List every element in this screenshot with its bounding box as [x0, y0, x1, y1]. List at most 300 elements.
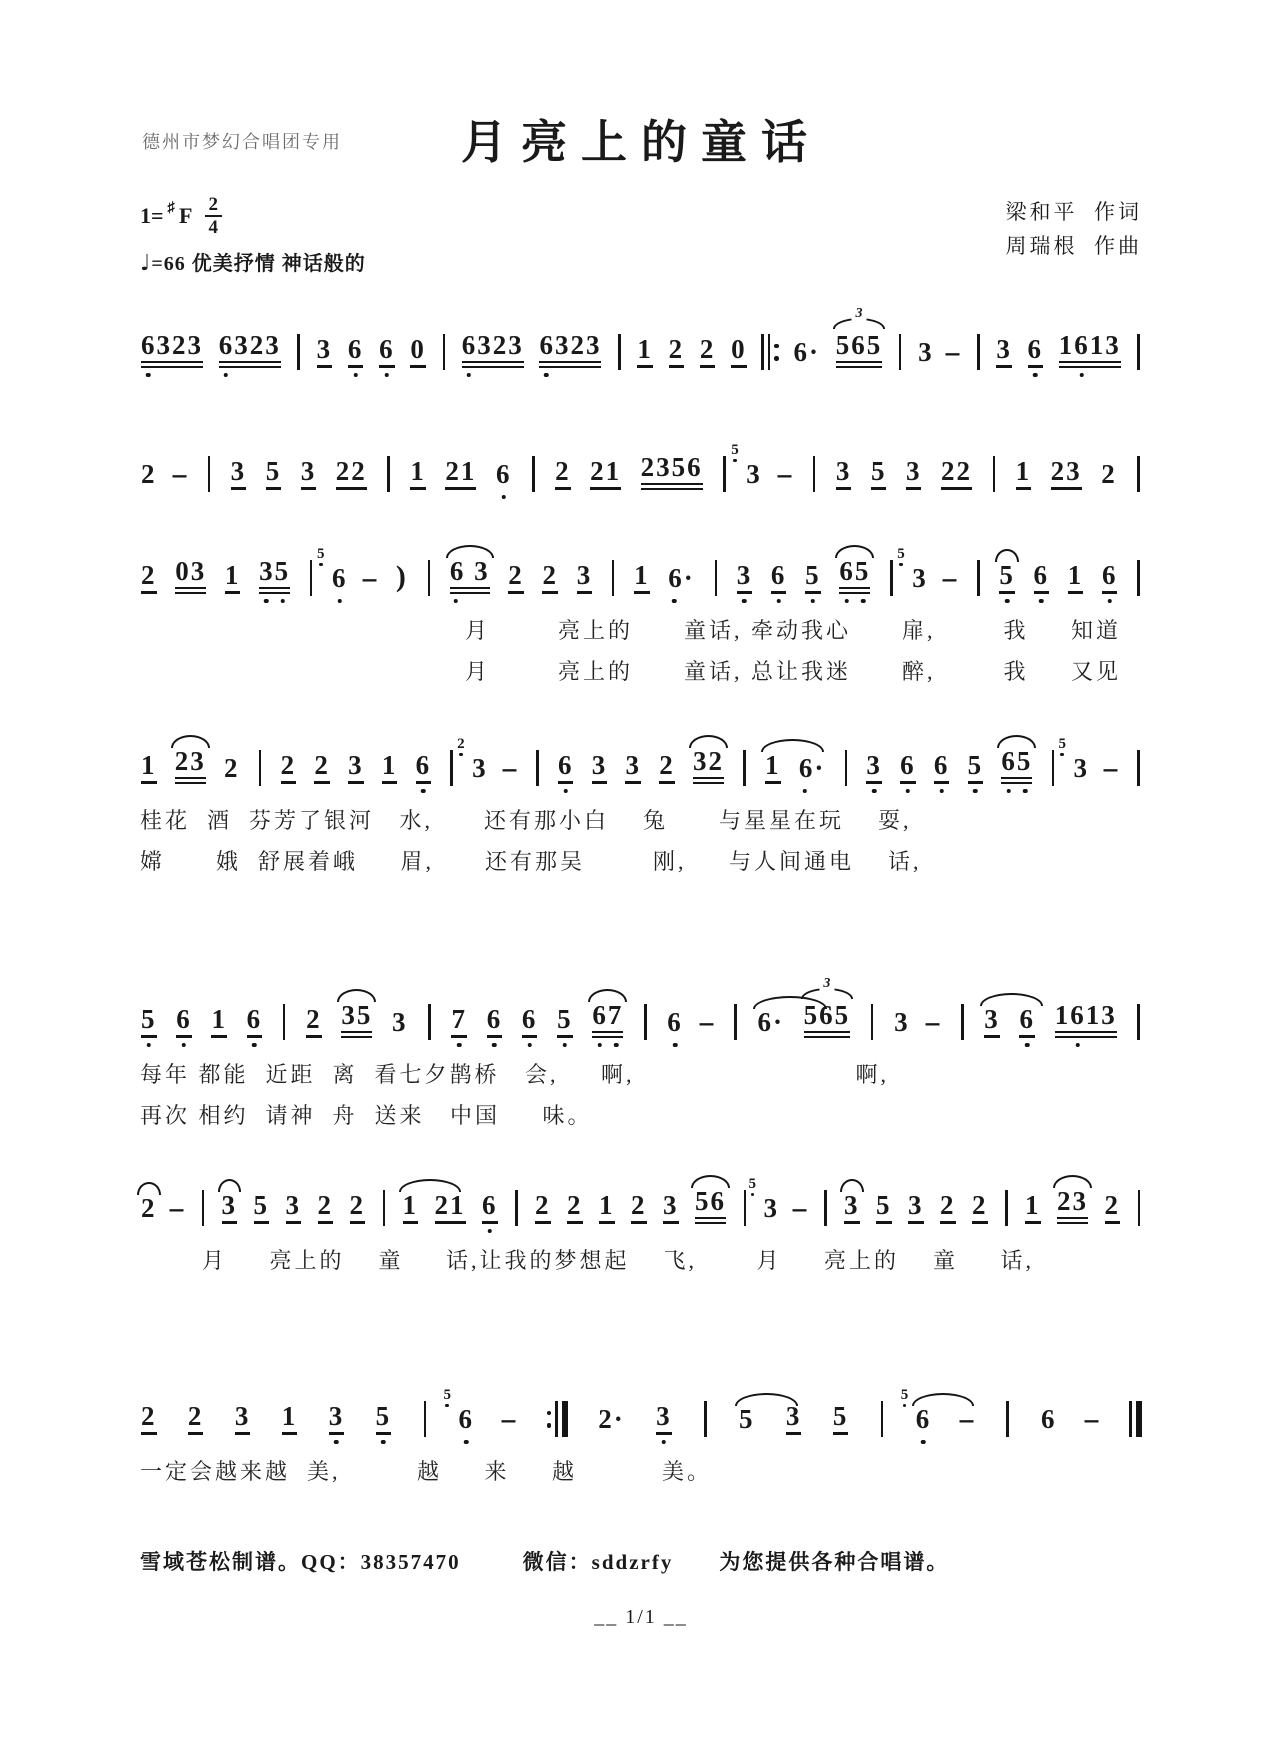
octave-dot: [486, 1042, 504, 1048]
note-text: 2: [972, 1192, 988, 1224]
note: [694, 1172, 727, 1236]
music-system: [140, 438, 1142, 502]
note: [667, 549, 696, 606]
note: [554, 442, 572, 502]
note: [495, 445, 513, 502]
octave-dot: [461, 372, 477, 378]
composer-credit: [1006, 229, 1143, 264]
note-text: 1613: [1059, 332, 1121, 368]
barline: [824, 1190, 827, 1226]
low-octave-dots: [915, 1439, 933, 1445]
quarter-note-icon: ♩: [140, 250, 152, 276]
key-letter: F: [179, 202, 193, 228]
grace-note: 5: [749, 1177, 757, 1197]
note: [933, 736, 951, 796]
note: [1040, 1390, 1058, 1447]
wechat-contact: 微信：sddzrfy: [522, 1549, 674, 1574]
note: [174, 732, 207, 796]
note-text: 6: [667, 1006, 683, 1037]
note: [591, 736, 609, 796]
octave-dot: [331, 598, 349, 604]
note: [668, 320, 686, 380]
octave-dot-empty: [477, 372, 493, 378]
dash-note: [500, 739, 523, 796]
dash-note: [170, 445, 193, 502]
credits-block: [1006, 195, 1143, 276]
note-text: 2: [318, 1192, 334, 1224]
note-text: 2: [306, 1006, 322, 1038]
barline: [1006, 1401, 1009, 1437]
low-octave-dots: [246, 1042, 264, 1048]
note: [566, 1176, 584, 1236]
note: [253, 1176, 271, 1236]
note: [218, 316, 282, 380]
sharp-icon: ♯: [167, 200, 176, 217]
note-text: 2: [350, 1192, 366, 1224]
note-text: 3: [918, 336, 934, 367]
note-text: 1: [382, 752, 398, 784]
note: [140, 736, 158, 796]
note-text: 1: [599, 1192, 615, 1224]
tempo-bpm: 66: [163, 252, 186, 275]
note: [391, 993, 409, 1050]
note: [736, 546, 754, 606]
slur-arc: [218, 1179, 242, 1192]
note-text: 3: [286, 1192, 302, 1224]
note-text: 2: [314, 752, 330, 784]
low-octave-dots: [486, 1042, 504, 1048]
final-barline: [1129, 1401, 1142, 1437]
note-text: 32: [693, 748, 724, 784]
meter-denominator: 4: [208, 216, 218, 238]
low-octave-dots: [347, 372, 365, 378]
low-octave-dots: [175, 1042, 193, 1048]
note: [636, 320, 654, 380]
octave-dot: [258, 598, 275, 604]
note: [1067, 546, 1085, 606]
barline: [532, 456, 535, 492]
slur-arc: [337, 989, 376, 1002]
note-text: 3: [866, 752, 882, 784]
note-text: 3: [577, 562, 593, 594]
octave-dot: [378, 372, 396, 378]
note-text: 3: [472, 752, 488, 783]
low-octave-dots: [667, 598, 696, 604]
octave-dot: [967, 788, 985, 794]
note: [443, 1386, 475, 1447]
note-text: 6: [1102, 562, 1118, 594]
note-text: 6: [558, 752, 574, 784]
octave-dot: [1070, 1042, 1086, 1048]
note: [140, 1179, 158, 1236]
note-text: -: [170, 458, 193, 489]
note: [764, 736, 782, 796]
barline: [1137, 334, 1140, 370]
low-octave-dots: [1033, 598, 1051, 604]
octave-dot: [459, 753, 463, 757]
dash-note: [923, 993, 946, 1050]
barline: [723, 456, 726, 492]
repeat-dots: [774, 344, 779, 361]
note: [967, 736, 985, 796]
footer: [140, 1546, 1142, 1576]
note: [280, 736, 298, 796]
music-system: [140, 305, 1142, 380]
slur-arc: [995, 549, 1019, 562]
note-text: 1: [141, 752, 157, 784]
note-text: 2: [700, 336, 716, 368]
note: [738, 1390, 756, 1447]
low-octave-dots: [457, 1439, 475, 1445]
note-text: 5: [999, 562, 1015, 594]
note-text: 1613: [1055, 1002, 1117, 1038]
note-text: 6·: [798, 752, 826, 783]
music-system: [140, 975, 1142, 1132]
low-octave-dots: [557, 788, 575, 794]
note: [630, 1176, 648, 1236]
barline: [612, 560, 615, 596]
note: [940, 442, 973, 502]
octave-dot: [246, 1042, 264, 1048]
note-text: 3: [908, 1192, 924, 1224]
note-text: 6·: [793, 336, 821, 367]
barline: [1052, 750, 1055, 786]
octave-dot-empty: [234, 372, 250, 378]
note-text: 3: [984, 1006, 1000, 1038]
note: [140, 546, 158, 606]
note-text: 6: [522, 1006, 538, 1038]
low-octave-dots: [481, 1228, 499, 1234]
note-text: 6: [332, 562, 348, 593]
note: [633, 546, 651, 606]
note-text: 2: [542, 562, 558, 594]
slur-arc: [835, 545, 874, 558]
triplet-mark: [833, 305, 886, 326]
music-system: [140, 542, 1142, 688]
note-text: 0: [410, 336, 426, 368]
notation-row: [140, 732, 1142, 796]
octave-dot: [1074, 372, 1090, 378]
octave-dot: [733, 459, 737, 463]
octave-dot: [140, 372, 156, 378]
slur-arc: [588, 989, 627, 1002]
octave-dot: [1060, 753, 1064, 757]
note-text: 2: [141, 1192, 157, 1223]
barline: [881, 1401, 884, 1437]
note-text: 2356: [641, 454, 703, 490]
note-text: 2: [224, 752, 240, 783]
note: [591, 986, 624, 1050]
note: [875, 1176, 893, 1236]
engraver-credit: 雪域苍松制谱。QQ：38357470: [140, 1549, 461, 1574]
barline: [283, 1004, 286, 1040]
barline: [743, 750, 746, 786]
note-text: 22: [336, 458, 367, 490]
octave-dot-empty: [493, 372, 509, 378]
octave-dot: [903, 1404, 907, 1408]
low-octave-dots: [331, 598, 349, 604]
note-text: 5: [266, 458, 282, 490]
barline: [618, 334, 621, 370]
octave-dot: [319, 563, 323, 567]
notation-row: [140, 1387, 1142, 1447]
note: [317, 1176, 335, 1236]
low-octave-dots: [838, 598, 871, 604]
note-text: 2: [508, 562, 524, 594]
barline-stroke: [761, 334, 764, 370]
note-text: 3: [894, 1006, 910, 1037]
octave-dot: [556, 1042, 574, 1048]
note-text: 3: [222, 1192, 238, 1224]
score-body: [140, 305, 1142, 1488]
low-octave-dots: [495, 494, 513, 500]
dash-note: [940, 549, 963, 606]
octave-dot: [415, 788, 433, 794]
dash-note: [1082, 1390, 1105, 1447]
note: [556, 990, 574, 1050]
octave-dot: [1017, 788, 1034, 794]
note-text: 35: [259, 558, 290, 594]
note-text: 2: [555, 458, 571, 490]
note-text: 3: [663, 1192, 679, 1224]
note-text: 3: [625, 752, 641, 784]
note: [731, 441, 763, 502]
note-text: -: [1101, 752, 1124, 783]
slur-arc: [840, 1179, 864, 1192]
lyric-line: 月 亮上的 童 话,让我的梦想起 飞, 月 亮上的 童 话,: [202, 1247, 1035, 1273]
barline: [1137, 456, 1140, 492]
note-text: -: [500, 752, 523, 783]
note-text: 565: [804, 1002, 851, 1038]
footer-promo: 为您提供各种合唱谱。: [719, 1549, 950, 1574]
low-octave-dots: [1000, 788, 1033, 794]
note: [1015, 442, 1033, 502]
octave-dot: [495, 494, 513, 500]
note: [897, 545, 929, 606]
octave-dot: [933, 788, 951, 794]
page-number: __ 1/1 __: [594, 1605, 688, 1628]
note: [658, 736, 676, 796]
octave-dot: [998, 598, 1016, 604]
note-text: 6: [1040, 1403, 1057, 1434]
low-octave-dots: [1058, 372, 1122, 378]
note: [983, 990, 1001, 1050]
note-text: 3: [1073, 752, 1089, 783]
barline: [443, 334, 446, 370]
note-text: -: [697, 1006, 719, 1037]
note: [210, 990, 228, 1050]
note: [939, 1176, 957, 1236]
note: [692, 732, 725, 796]
octave-dot: [838, 598, 855, 604]
note: [899, 736, 917, 796]
note: [843, 1176, 861, 1236]
note: [300, 442, 318, 502]
barline: [890, 560, 893, 596]
note: [557, 736, 575, 796]
note: [838, 542, 871, 606]
note: [804, 546, 822, 606]
note-text: 21: [445, 458, 476, 490]
note: [865, 736, 883, 796]
note: [998, 546, 1016, 606]
octave-dot-empty: [477, 598, 491, 604]
note: [221, 1176, 239, 1236]
note-text: 6: [915, 1403, 932, 1434]
lyric-line: 一定会越来越 美, 越 来 越 美。: [140, 1458, 713, 1484]
note: [224, 546, 242, 606]
note: [347, 320, 365, 380]
note: [375, 1387, 393, 1447]
note: [450, 990, 468, 1050]
note-text: 3: [996, 336, 1012, 368]
note-text: 3: [656, 1403, 672, 1435]
note-text: 6: [487, 1006, 503, 1038]
close-paren: [395, 546, 409, 606]
barline-stroke: [555, 1401, 558, 1437]
barline: [1138, 1190, 1141, 1226]
slur-arc: [689, 735, 728, 748]
note: [1027, 320, 1045, 380]
barline: [744, 1190, 747, 1226]
octave-dot: [855, 598, 872, 604]
note-text: 6: [934, 752, 950, 784]
octave-dot: [328, 1439, 346, 1445]
note-text: 6323: [141, 332, 203, 368]
note: [597, 1390, 626, 1447]
note: [234, 1387, 252, 1447]
note: [174, 542, 207, 606]
octave-dot-empty: [570, 372, 586, 378]
lyric-line: 月 亮上的 童话, 牵动我心 扉, 我 知道: [465, 617, 1122, 643]
note: [1050, 442, 1083, 502]
note: [415, 736, 433, 796]
note-text: 6323: [539, 332, 601, 368]
music-system: [140, 1172, 1142, 1277]
octave-dot: [899, 563, 903, 567]
low-octave-dots: [804, 598, 822, 604]
note: [905, 442, 923, 502]
note-text: 3: [912, 562, 928, 593]
note-text: 6323: [219, 332, 281, 368]
octave-dot: [1101, 598, 1119, 604]
note: [1033, 546, 1051, 606]
barline: [297, 334, 300, 370]
octave-dot-empty: [1106, 372, 1122, 378]
note-text: 1: [403, 1192, 419, 1224]
grace-note: 2: [457, 737, 465, 757]
low-octave-dots: [798, 788, 827, 794]
octave-dot-empty: [1086, 1042, 1102, 1048]
lyric-line: 嫦 娥 舒展着峨 眉, 还有那吴 刚, 与人间通电 话,: [140, 848, 922, 874]
note-text: 565: [836, 332, 883, 368]
octave-dot: [538, 372, 554, 378]
note: [349, 1176, 367, 1236]
repeat-start-barline: [761, 334, 779, 370]
slur-arc: [997, 735, 1036, 748]
barline: [383, 1190, 386, 1226]
note-text: 1: [410, 458, 426, 490]
note: [793, 323, 822, 380]
octave-dot: [655, 1439, 673, 1445]
barline: [387, 456, 390, 492]
note-text: 5: [739, 1403, 755, 1434]
barline: [208, 456, 211, 492]
note-text: 2: [940, 1192, 956, 1224]
note-text: -: [167, 1192, 190, 1223]
note-text: 22: [941, 458, 972, 490]
octave-dot: [1033, 598, 1051, 604]
note: [538, 316, 602, 380]
low-octave-dots: [375, 1439, 393, 1445]
low-octave-dots: [1101, 598, 1119, 604]
lyricist-role: 作词: [1094, 199, 1142, 224]
octave-dot-empty: [682, 598, 696, 604]
barline: [1137, 1004, 1140, 1040]
low-octave-dots: [218, 372, 282, 378]
note-text: 1: [282, 1403, 298, 1435]
note-text: 3: [301, 458, 317, 490]
note: [748, 1175, 781, 1236]
note: [662, 1176, 680, 1236]
note-text: 3: [906, 458, 922, 490]
octave-dot-empty: [463, 598, 477, 604]
barline: [871, 1004, 874, 1040]
barline: [899, 334, 902, 370]
barline: [704, 1401, 707, 1437]
note-text: 6: [1019, 1006, 1035, 1038]
key-signature: [140, 195, 366, 237]
note: [187, 1387, 205, 1447]
lyricist-name: 梁和平: [1005, 199, 1078, 224]
octave-dot-empty: [1090, 372, 1106, 378]
note-text: 6: [247, 1006, 263, 1038]
low-octave-dots: [1027, 372, 1045, 378]
key-tempo-block: [140, 195, 366, 276]
octave-dot: [481, 1228, 499, 1234]
note-text: 2: [659, 752, 675, 784]
note-text: 35: [341, 1002, 372, 1038]
low-octave-dots: [655, 1439, 673, 1445]
note: [699, 320, 717, 380]
note-text: 56: [695, 1188, 726, 1224]
low-octave-dots: [933, 788, 951, 794]
low-octave-dots: [1018, 1042, 1036, 1048]
dash-note: [167, 1179, 190, 1236]
note-text: 6·: [757, 1006, 784, 1037]
note: [756, 993, 785, 1050]
barline: [961, 1004, 964, 1040]
note-text: 6·: [668, 562, 695, 593]
note-text: 65: [1001, 748, 1032, 784]
tempo-expression: 优美抒情 神话般的: [191, 252, 366, 275]
lyric-line: 每年 都能 近距 离 看七夕鹊桥 会, 啊, 啊,: [140, 1061, 890, 1087]
barline: [450, 750, 453, 786]
note-text: 3: [235, 1403, 251, 1435]
grace-note: 5: [317, 547, 325, 567]
song-title: 月亮上的童话: [461, 117, 821, 168]
grace-note: 5: [897, 547, 905, 567]
music-system: [140, 732, 1142, 878]
note: [521, 990, 539, 1050]
slur-arc: [171, 735, 210, 748]
note: [335, 442, 368, 502]
low-octave-dots: [967, 788, 985, 794]
note: [907, 1176, 925, 1236]
note: [507, 546, 525, 606]
note-text: 2: [669, 336, 685, 368]
octave-dot: [1018, 1042, 1036, 1048]
